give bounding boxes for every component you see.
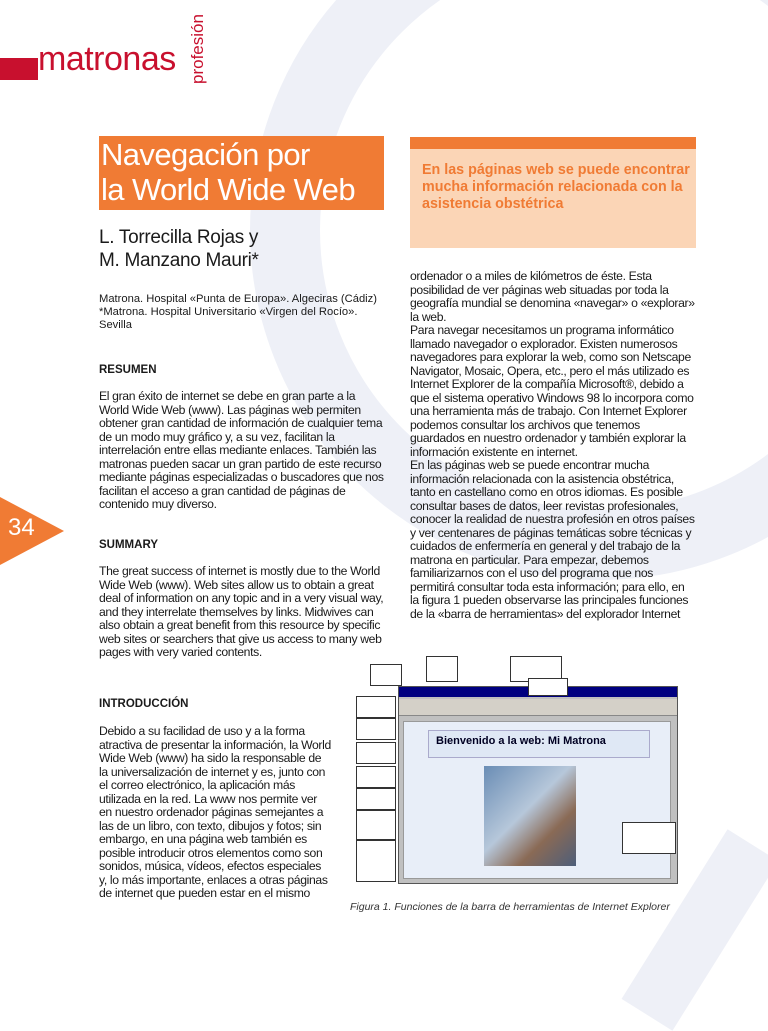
browser-window-screenshot (398, 686, 678, 884)
right-column (410, 270, 696, 621)
annotation-box (356, 696, 396, 718)
article-title (101, 137, 386, 207)
paragraph: ordenador o a miles de kilómetros de éste. Esta posibilidad de ver páginas web situadas por toda la geografía mundial se denomina «navegar» o «explorar» la web. (410, 269, 695, 324)
annotation-box (370, 664, 402, 686)
title-line: la World Wide Web (101, 172, 355, 207)
paragraph: Para navegar necesitamos un programa informático llamado navegador o explorador. Existen numerosos navegadores para explorar la web, como son Netscape Navigator, Mosaic, Opera, etc., pero el más utilizado es Internet Explorer de la compañía Microsoft®, debido a que el sistema operativo Windows 98 lo incorpora como una herramienta más de trabajo. Con Internet Explorer podemos consultar los archivos que tenemos guardados en nuestro ordenador y también explorar la información existente en internet. (410, 323, 694, 459)
journal-logo: matronas (38, 40, 176, 78)
affiliation-line: Matrona. Hospital «Punta de Europa». Algeciras (Cádiz) (99, 293, 377, 305)
annotation-box (356, 788, 396, 810)
affiliation-line: *Matrona. Hospital Universitario «Virgen del Rocío». (99, 306, 358, 319)
journal-logo-subtitle: profesión (188, 14, 207, 84)
annotation-box (356, 840, 396, 882)
summary-text: The great success of internet is mostly due to the World Wide Web (www). Web sites allow us to obtain a great deal of information on any topic and in a very visual way, and they interrelate themselves by links. Midwives can also obtain a great benefit from this resource by specific web sites or searchers that give us access to many web pages with very varied contents. (99, 564, 384, 659)
title-line: Navegación por (101, 137, 310, 172)
annotation-box (426, 656, 458, 682)
annotation-box (622, 822, 676, 854)
annotation-box (356, 742, 396, 764)
logo-bar (0, 58, 38, 80)
author-line: L. Torrecilla Rojas y (99, 227, 259, 248)
introduccion-text: Debido a su facilidad de uso y a la forma atractiva de presentar la información, la World Wide Web (www) ha sido la responsable de la universalización de internet y es, junto con el correo electrónico, la aplicación más utilizada en la red. La www nos permite ver en nuestro ordenador páginas semejantes a las de un libro, con texto, dibujos y fotos; sin embargo, en una página web también es posible introducir otros elementos como son sonidos, música, vídeos, efectos especiales y, lo más importante, enlaces a otras páginas de internet que pueden estar en el mismo (99, 724, 331, 900)
figure-photo (484, 766, 576, 866)
welcome-banner-text: Bienvenido a la web: Mi Matrona (436, 735, 606, 747)
callout-text: En las páginas web se puede encontrar mucha información relacionada con la asistencia obstétrica (422, 162, 690, 212)
browser-content (403, 721, 671, 879)
annotation-box (356, 810, 396, 840)
callout-bar (410, 137, 696, 149)
introduccion-heading: INTRODUCCIÓN (99, 698, 189, 710)
page-number: 34 (8, 514, 35, 541)
author-line: M. Manzano Mauri* (99, 250, 259, 271)
paragraph: En las páginas web se puede encontrar mucha información relacionada con la asistencia obstétrica, tanto en castellano como en otros idiomas. Es posible consultar bases de datos, leer revistas profesionales, conocer la realidad de nuestra profesión en otros países y ver centenares de páginas temáticas sobre técnicas y cuidados de enfermería en general y del trabajo de la matrona en particular. Para empezar, debemos familiarizarnos con el uso del programa que nos permitirá consultar toda esta información; para ello, en la figura 1 pueden observarse las principales funciones de la «barra de herramientas» del explorador Internet (410, 458, 695, 621)
annotation-box (356, 766, 396, 788)
annotation-box (528, 678, 568, 696)
annotation-box (356, 718, 396, 740)
affiliation-line: Sevilla (99, 319, 132, 332)
resumen-heading: RESUMEN (99, 364, 157, 376)
figure-1 (340, 656, 690, 892)
summary-heading: SUMMARY (99, 539, 158, 551)
authors (99, 226, 259, 272)
resumen-text: El gran éxito de internet se debe en gran parte a la World Wide Web (www). Las páginas web permiten obtener gran cantidad de información de cualquier tema de un modo muy gráfico y, a su vez, facilitan la interrelación entre ellas mediante enlaces. También las matronas pueden sacar un gran partido de este recurso mediante páginas especializadas o buscadores que nos facilitan el acceso a gran cantidad de páginas de contenido muy diverso. (99, 389, 384, 511)
figure-caption: Figura 1. Funciones de la barra de herramientas de Internet Explorer (350, 901, 670, 913)
browser-toolbar (399, 699, 677, 716)
affiliations (99, 293, 384, 333)
